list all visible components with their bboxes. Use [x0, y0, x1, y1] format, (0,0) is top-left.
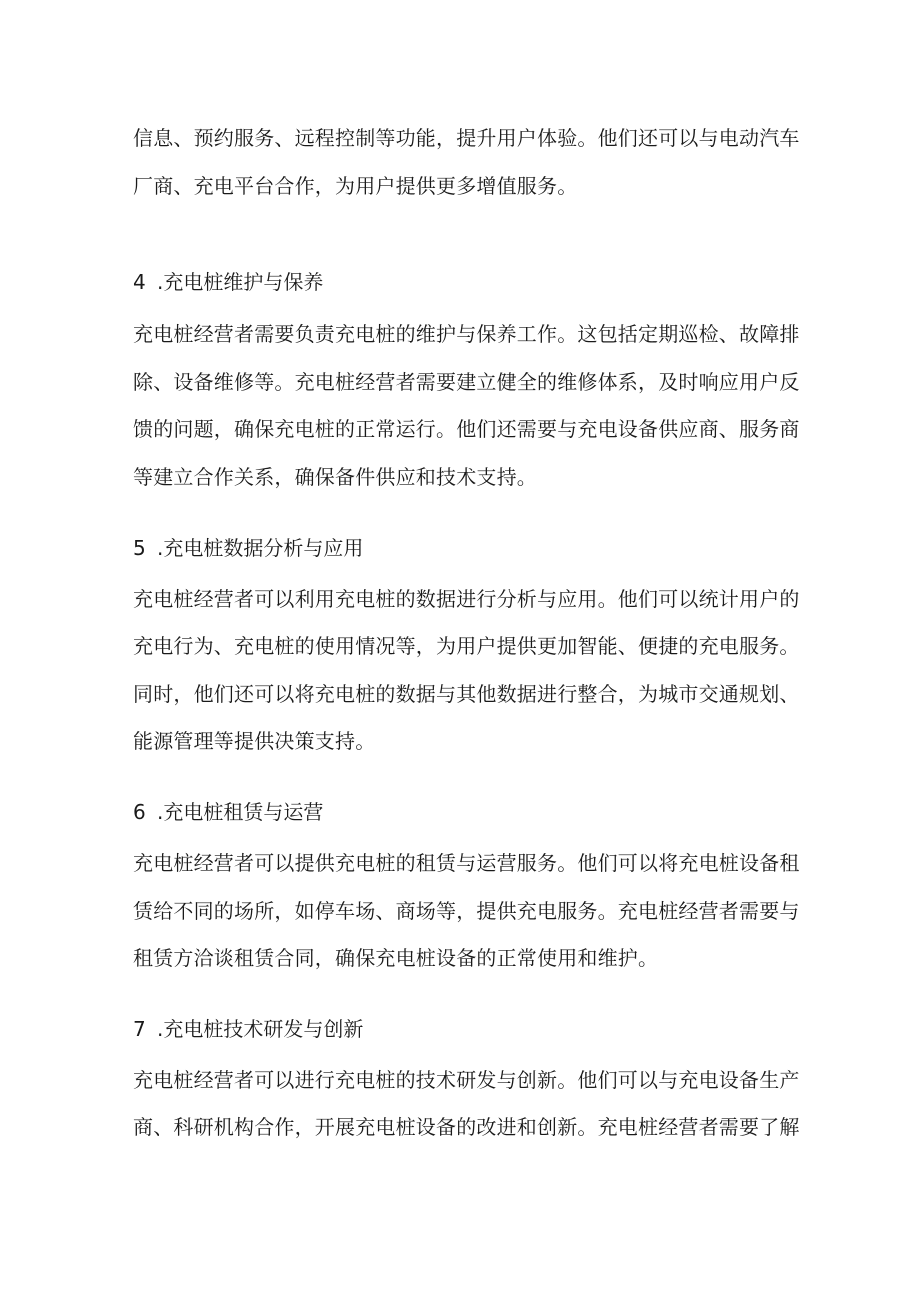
paragraph-line: 充电行为、充电桩的使用情况等，为用户提供更加智能、便捷的充电服务。 — [133, 634, 800, 658]
paragraph-line: 同时，他们还可以将充电桩的数据与其他数据进行整合，为城市交通规划、 — [133, 682, 800, 706]
section-heading-4 — [133, 268, 323, 296]
paragraph-line: 除、设备维修等。充电桩经营者需要建立健全的维修体系，及时响应用户反 — [133, 370, 800, 394]
paragraph-line: 充电桩经营者可以提供充电桩的租赁与运营服务。他们可以将充电桩设备租 — [133, 851, 800, 875]
section-heading-6 — [133, 798, 323, 826]
paragraph-line: 信息、预约服务、远程控制等功能，提升用户体验。他们还可以与电动汽车 — [133, 126, 800, 150]
section-heading-7 — [133, 1015, 363, 1043]
section-title: .充电桩数据分析与应用 — [157, 536, 364, 560]
paragraph-line: 商、科研机构合作，开展充电桩设备的改进和创新。充电桩经营者需要了解 — [133, 1115, 800, 1139]
section-number: 5 — [133, 536, 146, 560]
paragraph-line: 厂商、充电平台合作，为用户提供更多增值服务。 — [133, 174, 578, 198]
paragraph-line: 充电桩经营者可以进行充电桩的技术研发与创新。他们可以与充电设备生产 — [133, 1068, 800, 1092]
section-title: .充电桩维护与保养 — [157, 270, 324, 294]
section-heading-5 — [133, 534, 363, 562]
paragraph-line: 馈的问题，确保充电桩的正常运行。他们还需要与充电设备供应商、服务商 — [133, 417, 800, 441]
paragraph-line: 赁给不同的场所，如停车场、商场等，提供充电服务。充电桩经营者需要与 — [133, 899, 800, 923]
section-title: .充电桩技术研发与创新 — [157, 1017, 364, 1041]
section-number: 7 — [133, 1017, 146, 1041]
section-title: .充电桩租赁与运营 — [157, 800, 324, 824]
paragraph-line: 能源管理等提供决策支持。 — [133, 729, 376, 753]
paragraph-line: 充电桩经营者可以利用充电桩的数据进行分析与应用。他们可以统计用户的 — [133, 587, 800, 611]
paragraph-line: 租赁方洽谈租赁合同，确保充电桩设备的正常使用和维护。 — [133, 946, 659, 970]
paragraph-line: 充电桩经营者需要负责充电桩的维护与保养工作。这包括定期巡检、故障排 — [133, 322, 800, 346]
section-number: 4 — [133, 270, 146, 294]
paragraph-line: 等建立合作关系，确保备件供应和技术支持。 — [133, 465, 537, 489]
section-number: 6 — [133, 800, 146, 824]
